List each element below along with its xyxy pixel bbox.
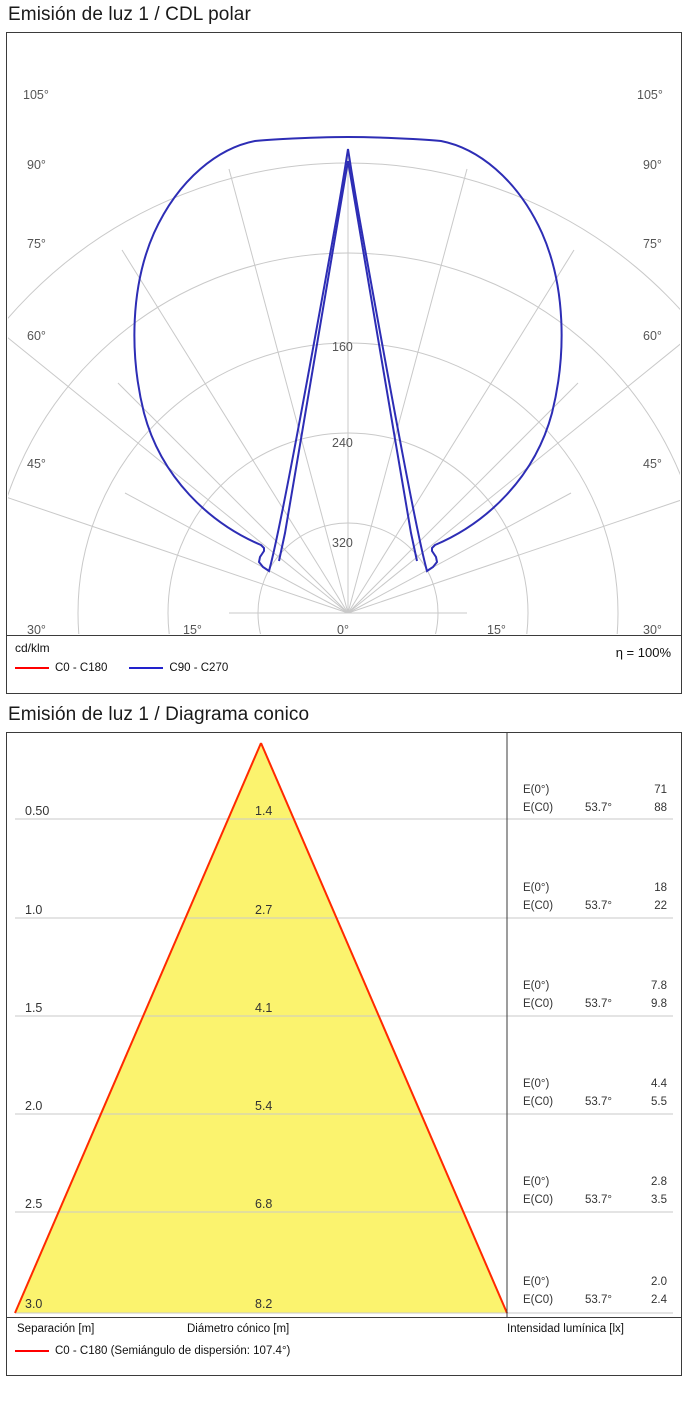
- polar-chart-panel: [6, 32, 682, 694]
- ec0-angle-5: 53.7°: [585, 1294, 612, 1306]
- cone-legend-label: C0 - C180 (Semiángulo de dispersión: 107.4°): [55, 1345, 291, 1357]
- diameter-value-4: 6.8: [255, 1197, 273, 1211]
- diameter-value-1: 2.7: [255, 903, 273, 917]
- angle-label-60-right: 60°: [643, 329, 662, 343]
- legend-label-c0-c180: C0 - C180: [55, 662, 108, 674]
- ec0-value-3: 5.5: [651, 1096, 667, 1108]
- angle-label-75-left: 75°: [27, 237, 46, 251]
- ec0-angle-3: 53.7°: [585, 1096, 612, 1108]
- polar-legend: [7, 635, 681, 694]
- footer-diameter-label: Diámetro cónico [m]: [187, 1323, 290, 1335]
- cone-section-title: Emisión de luz 1 / Diagrama conico: [8, 704, 310, 725]
- angle-label-75-right: 75°: [643, 237, 662, 251]
- ec0-label-4: E(C0): [523, 1194, 554, 1206]
- radial-label-240: 240: [332, 436, 353, 450]
- ec0-label-5: E(C0): [523, 1294, 554, 1306]
- footer-intensity-label: Intensidad lumínica [lx]: [507, 1323, 624, 1335]
- ec0-value-5: 2.4: [651, 1294, 667, 1306]
- legend-swatch-c90-c270-icon: [129, 667, 163, 669]
- cone-diagram-svg: [7, 733, 681, 1317]
- legend-swatch-c0-c180-icon: [15, 667, 49, 669]
- angle-label-45-left: 45°: [27, 457, 46, 471]
- polar-efficiency-label: η = 100%: [615, 645, 671, 660]
- cone-beam-shape: [15, 743, 507, 1313]
- polar-radial-labels: [332, 340, 353, 550]
- angle-label-105-left: 105°: [23, 88, 49, 102]
- e0-value-0: 71: [654, 784, 667, 796]
- polar-section-title: Emisión de luz 1 / CDL polar: [8, 4, 251, 25]
- e0-label-4: E(0°): [523, 1176, 550, 1188]
- polar-grid: [7, 153, 681, 635]
- e0-label-2: E(0°): [523, 980, 550, 992]
- angle-label-45-right: 45°: [643, 457, 662, 471]
- separation-value-0: 0.50: [25, 804, 50, 818]
- ec0-value-1: 22: [654, 900, 667, 912]
- angle-label-90-left: 90°: [27, 158, 46, 172]
- diameter-value-3: 5.4: [255, 1099, 273, 1113]
- angle-label-60-left: 60°: [27, 329, 46, 343]
- diameter-value-2: 4.1: [255, 1001, 273, 1015]
- diameter-value-5: 8.2: [255, 1297, 273, 1311]
- e0-value-5: 2.0: [651, 1276, 667, 1288]
- radial-label-160: 160: [332, 340, 353, 354]
- separation-value-5: 3.0: [25, 1297, 43, 1311]
- cone-plot-area: [7, 733, 681, 1317]
- cone-legend-swatch-icon: [15, 1350, 49, 1352]
- ec0-label-2: E(C0): [523, 998, 554, 1010]
- angle-label-90-right: 90°: [643, 158, 662, 172]
- ec0-value-0: 88: [654, 802, 667, 814]
- radial-label-320: 320: [332, 536, 353, 550]
- cone-footer: [7, 1317, 681, 1376]
- ec0-angle-2: 53.7°: [585, 998, 612, 1010]
- polar-angle-labels: [23, 88, 663, 635]
- angle-label-30-left: 30°: [27, 623, 46, 635]
- polar-plot-area: [7, 33, 681, 635]
- e0-value-3: 4.4: [651, 1078, 667, 1090]
- polar-unit-label: cd/klm: [15, 641, 50, 655]
- cone-footer-labels: [7, 1323, 681, 1339]
- ec0-value-4: 3.5: [651, 1194, 667, 1206]
- angle-label-30-right: 30°: [643, 623, 662, 635]
- diameter-value-0: 1.4: [255, 804, 273, 818]
- separation-value-1: 1.0: [25, 903, 43, 917]
- cone-separation-labels: [25, 804, 49, 1311]
- angle-label-15-left: 15°: [183, 623, 202, 635]
- e0-value-2: 7.8: [651, 980, 667, 992]
- ec0-value-2: 9.8: [651, 998, 667, 1010]
- cone-intensity-values: [523, 784, 668, 1306]
- angle-label-105-right: 105°: [637, 88, 663, 102]
- separation-value-3: 2.0: [25, 1099, 43, 1113]
- ec0-angle-4: 53.7°: [585, 1194, 612, 1206]
- footer-separation-label: Separación [m]: [17, 1323, 95, 1335]
- e0-label-3: E(0°): [523, 1078, 550, 1090]
- e0-value-1: 18: [654, 882, 667, 894]
- polar-chart-svg: [7, 33, 681, 635]
- ec0-label-0: E(C0): [523, 802, 554, 814]
- cone-legend-item: [15, 1345, 290, 1357]
- e0-label-1: E(0°): [523, 882, 550, 894]
- ec0-angle-0: 53.7°: [585, 802, 612, 814]
- legend-item-c90-c270: [129, 662, 228, 674]
- e0-value-4: 2.8: [651, 1176, 667, 1188]
- e0-label-0: E(0°): [523, 784, 550, 796]
- ec0-label-3: E(C0): [523, 1096, 554, 1108]
- angle-label-0: 0°: [337, 623, 349, 635]
- e0-label-5: E(0°): [523, 1276, 550, 1288]
- legend-label-c90-c270: C90 - C270: [169, 662, 229, 674]
- separation-value-4: 2.5: [25, 1197, 43, 1211]
- cone-diagram-panel: [6, 732, 682, 1376]
- angle-label-15-right: 15°: [487, 623, 506, 635]
- polar-legend-keys: [15, 662, 228, 674]
- ec0-label-1: E(C0): [523, 900, 554, 912]
- separation-value-2: 1.5: [25, 1001, 43, 1015]
- ec0-angle-1: 53.7°: [585, 900, 612, 912]
- legend-item-c0-c180: [15, 662, 107, 674]
